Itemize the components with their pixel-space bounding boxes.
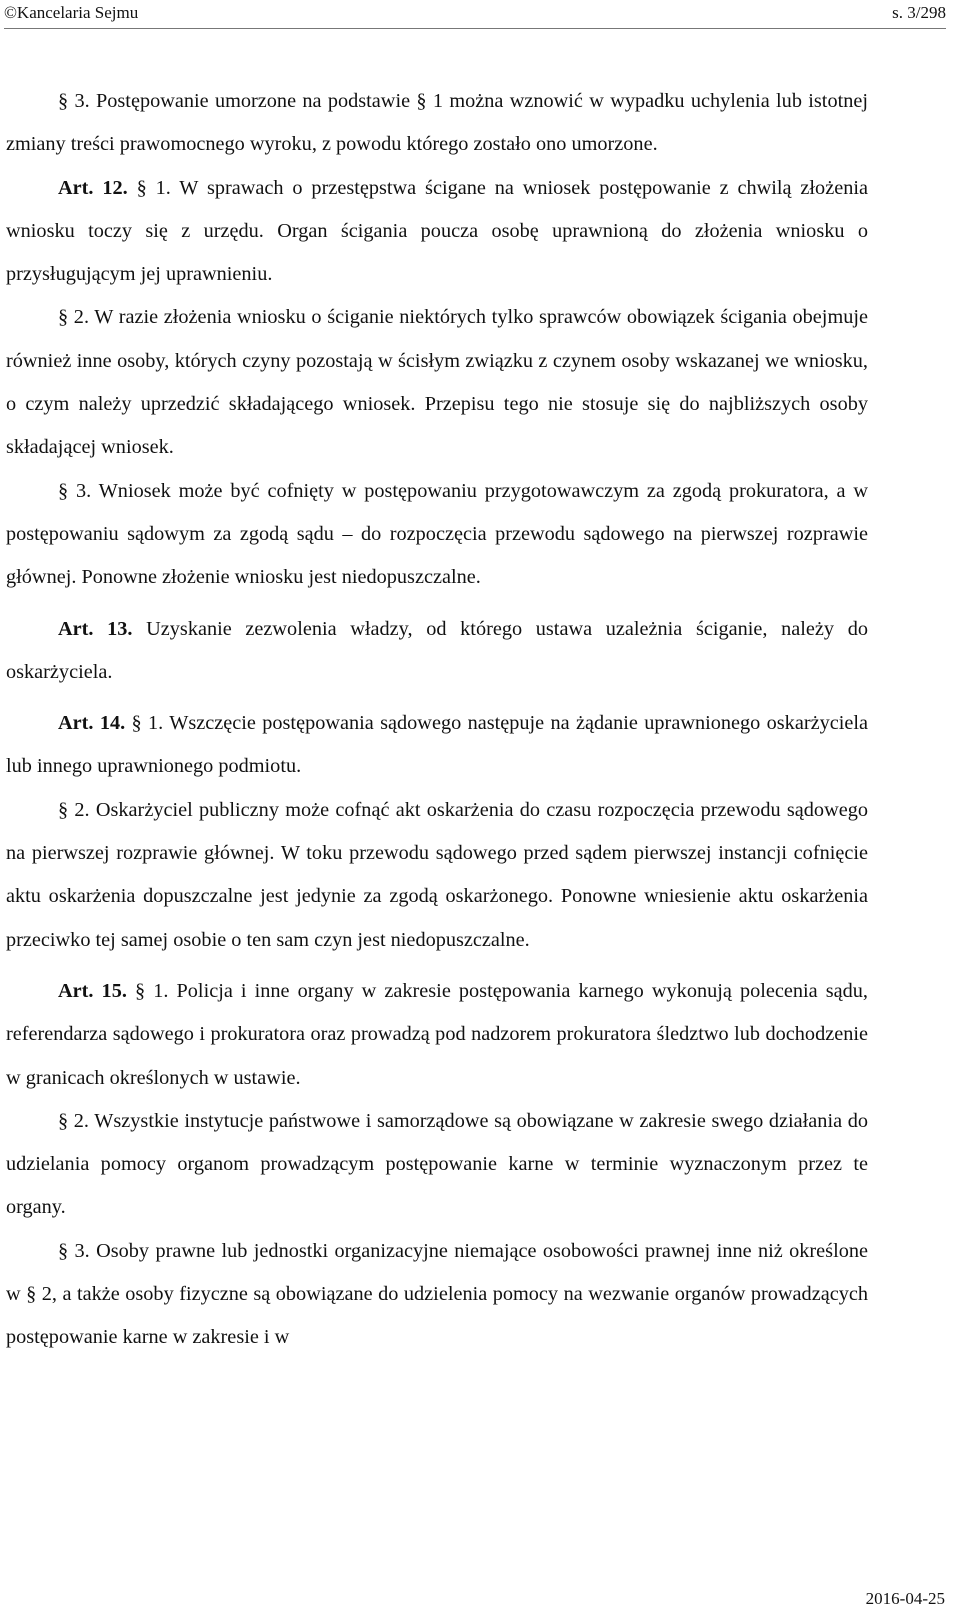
paragraph-art15-par3 xyxy=(6,1230,868,1360)
document-body xyxy=(6,80,868,1360)
paragraph-art14-par2 xyxy=(6,789,868,962)
article-label: Art. 15. xyxy=(58,979,127,1002)
paragraph-text: § 2. Wszystkie instytucje państwowe i samorządowe są obowiązane w zakresie swego działania do udzielania pomocy organom prowadzącym postępowanie karne w terminie wyznaczonym przez te organy. xyxy=(6,1109,868,1219)
paragraph-text: § 1. W sprawach o przestępstwa ścigane na wniosek postępowanie z chwilą złożenia wniosku toczy się z urzędu. Organ ścigania poucza osobę uprawnioną do złożenia wniosku o przysługującym jej uprawnieniu. xyxy=(6,176,868,286)
paragraph-text: § 1. Policja i inne organy w zakresie postępowania karnego wykonują polecenia sądu, referendarza sądowego i prokuratora oraz prowadzą pod nadzorem prokuratora śledztwo lub dochodzenie w granicach określonych w ustawie. xyxy=(6,979,868,1089)
paragraph-art15-par2 xyxy=(6,1100,868,1230)
article-label: Art. 14. xyxy=(58,712,126,735)
paragraph-art12-par2 xyxy=(6,296,868,469)
paragraph-art12-par3 xyxy=(6,470,868,600)
page-number: s. 3/298 xyxy=(892,3,946,22)
paragraph-art11-par3 xyxy=(6,80,868,167)
paragraph-text: § 3. Wniosek może być cofnięty w postępowaniu przygotowawczym za zgodą prokuratora, a w postępowaniu sądowym za zgodą sądu – do rozpoczęcia przewodu sądowego na pierwszej rozprawie głównej. Ponowne złożenie wniosku jest niedopuszczalne. xyxy=(6,479,868,589)
copyright-label: ©Kancelaria Sejmu xyxy=(4,3,139,22)
paragraph-text: § 3. Postępowanie umorzone na podstawie § 1 można wznowić w wypadku uchylenia lub istotnej zmiany treści prawomocnego wyroku, z powodu którego zostało ono umorzone. xyxy=(6,90,868,156)
paragraph-art14-par1 xyxy=(6,702,868,789)
paragraph-text: Uzyskanie zezwolenia władzy, od którego ustawa uzależnia ściganie, należy do oskarżyciela. xyxy=(6,617,868,683)
paragraph-text: § 2. W razie złożenia wniosku o ściganie niektórych tylko sprawców obowiązek ścigania obejmuje również inne osoby, których czyny pozostają w ścisłym związku z czynem osoby wskazanej we wniosku, o czym należy uprzedzić składającego wniosek. Przepisu tego nie stosuje się do najbliższych osoby składającej wniosek. xyxy=(6,306,868,459)
article-label: Art. 12. xyxy=(58,176,128,199)
paragraph-art15-par1 xyxy=(6,970,868,1100)
paragraph-text: § 3. Osoby prawne lub jednostki organizacyjne niemające osobowości prawnej inne niż określone w § 2, a także osoby fizyczne są obowiązane do udzielenia pomocy na wezwanie organów prowadzących postępowanie karne w zakresie i w xyxy=(6,1239,868,1349)
article-label: Art. 13. xyxy=(58,617,133,640)
paragraph-text: § 1. Wszczęcie postępowania sądowego następuje na żądanie uprawnionego oskarżyciela lub innego uprawnionego podmiotu. xyxy=(6,712,868,778)
paragraph-art13 xyxy=(6,608,868,695)
paragraph-art12-par1 xyxy=(6,167,868,297)
paragraph-text: § 2. Oskarżyciel publiczny może cofnąć akt oskarżenia do czasu rozpoczęcia przewodu sądowego na pierwszej rozprawie głównej. W toku przewodu sądowego przed sądem pierwszej instancji cofnięcie aktu oskarżenia dopuszczalne jest jedynie za zgodą oskarżonego. Ponowne wniesienie aktu oskarżenia przeciwko tej samej osobie o ten sam czyn jest niedopuszczalne. xyxy=(6,798,868,951)
page-footer-date: 2016-04-25 xyxy=(865,1589,945,1608)
page-header xyxy=(4,2,946,29)
